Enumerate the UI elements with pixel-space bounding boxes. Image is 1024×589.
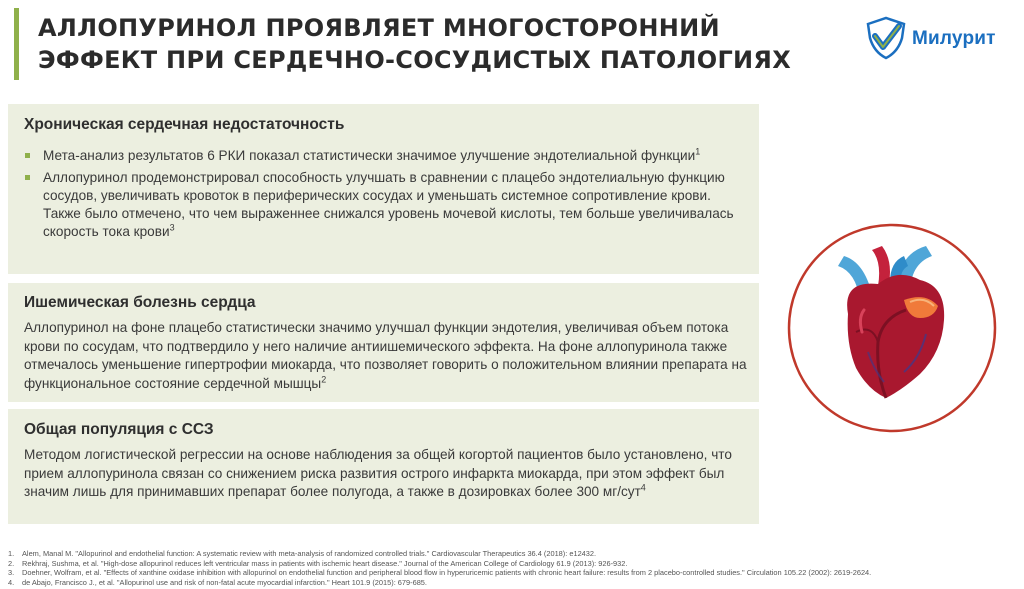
section-body: Методом логистической регрессии на основе наблюдения за общей когортой пациентов было установлено, что прием аллопуринола связан со снижением риска развития острого инфаркта миокарда, при этом эффект был значим лишь для принимавших препарат более полугода, а также в дозировках более 300 мг/сут [24, 447, 732, 499]
reference-item [8, 549, 1018, 559]
reference-item [8, 578, 1018, 588]
reference-item [8, 559, 1018, 569]
reference-number: 4. [8, 577, 15, 587]
page-title [38, 12, 858, 76]
reference-text: de Abajo, Francisco J., et al. "Allopurinol use and risk of non-fatal acute myocardial infarction." Heart 101.9 (2015): 679-685. [22, 577, 427, 587]
milurit-logo [862, 14, 1012, 62]
bullet-square-icon [25, 153, 30, 158]
section-chronic-heart-failure [8, 104, 759, 274]
title-accent-bar [14, 8, 19, 80]
heart-icon [786, 222, 998, 434]
section-ischemic-heart-disease [8, 283, 759, 402]
logo-text: Милурит [912, 28, 996, 49]
reference-text: Doehner, Wolfram, et al. "Effects of xanthine oxidase inhibition with allopurinol on endothelial function and peripheral blood flow in hyperuricemic patients with chronic heart failure: results from 2 placebo-controlled studies." Circulation 105.22 (2002): 2619-2624. [22, 568, 872, 578]
reference-number: 2. [8, 558, 15, 568]
bullet-list [24, 147, 746, 245]
reference-number: 1. [8, 549, 15, 558]
section-general-cvd-population [8, 409, 759, 524]
section-text [24, 319, 752, 393]
checkmark-shield-icon [862, 14, 910, 62]
references-list [8, 549, 1018, 587]
page-title-line-1: АЛЛОПУРИНОЛ ПРОЯВЛЯЕТ МНОГОСТОРОННИЙ [38, 14, 720, 42]
reference-marker: 1 [695, 146, 701, 157]
list-item [24, 147, 746, 165]
page-title-line-2: ЭФФЕКТ ПРИ СЕРДЕЧНО-СОСУДИСТЫХ ПАТОЛОГИЯХ [38, 46, 792, 74]
section-title: Общая популяция с ССЗ [24, 421, 214, 438]
heart-illustration [786, 222, 998, 434]
reference-text: Alem, Manal M. "Allopurinol and endothelial function: A systematic review with meta-analysis of randomized controlled trials." Cardiovascular Therapeutics 36.4 (2018): e12432. [22, 549, 597, 558]
reference-number: 3. [8, 568, 15, 578]
reference-item [8, 568, 1018, 578]
section-title: Ишемическая болезнь сердца [24, 294, 256, 311]
section-text [24, 446, 752, 502]
reference-marker: 2 [321, 373, 327, 384]
reference-marker: 3 [169, 222, 175, 233]
section-title: Хроническая сердечная недостаточность [24, 116, 345, 133]
bullet-text: Аллопуринол продемонстрировал способность улучшать в сравнении с плацебо эндотелиальную функцию сосудов, увеличивать кровоток в периферических сосудах и уменьшать системное сопротивление крови. Также было отмечено, что чем выраженнее снижался уровень мочевой кислоты, тем больше увеличивалась скорость тока крови [43, 170, 734, 239]
bullet-text: Мета-анализ результатов 6 РКИ показал статистически значимое улучшение эндотелиальной функции [43, 148, 696, 163]
reference-marker: 4 [640, 482, 646, 493]
bullet-square-icon [25, 175, 30, 180]
list-item [24, 169, 746, 241]
reference-text: Rekhraj, Sushma, et al. "High-dose allopurinol reduces left ventricular mass in patients with ischemic heart disease." Journal of the American College of Cardiology 61.9 (2013): 926-932. [22, 558, 628, 568]
section-body: Аллопуринол на фоне плацебо статистически значимо улучшал функции эндотелия, увеличивая объем потока крови по сосудам, что подтвердило у него наличие антиишемического эффекта. На фоне аллопуринола также отмечалось уменьшение гипертрофии миокарда, что позволяет говорить о положительном влиянии препарата на функциональное состояние сердечной мышцы [24, 320, 747, 391]
